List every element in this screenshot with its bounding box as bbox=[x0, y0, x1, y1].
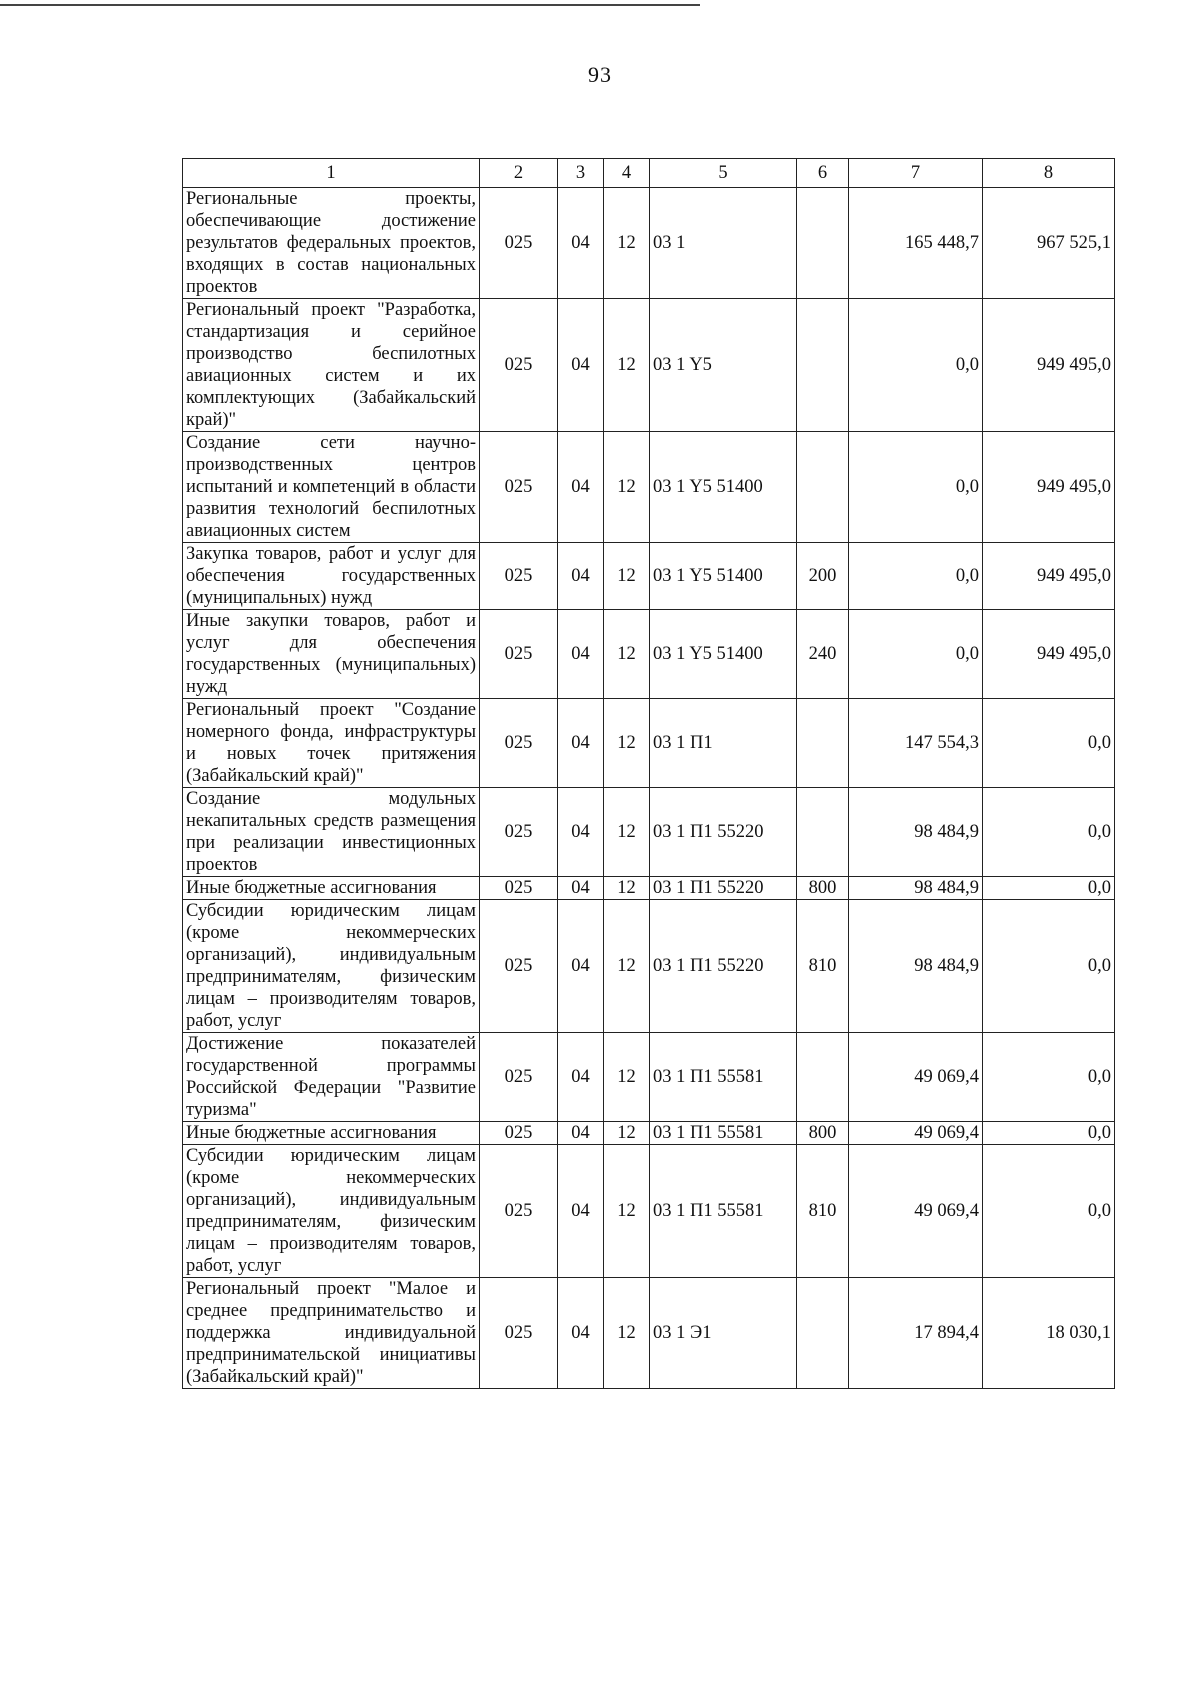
table-row bbox=[183, 188, 1115, 299]
subsection-cell: 12 bbox=[604, 1145, 650, 1278]
table-row bbox=[183, 610, 1115, 699]
target-article-cell: 03 1 Y5 51400 bbox=[650, 543, 797, 610]
column-header: 8 bbox=[983, 159, 1115, 188]
admin-code-cell: 025 bbox=[480, 299, 558, 432]
row-name-cell: Региональный проект "Создание номерного фонда, инфраструктуры и новых точек притяжения (Забайкальский край)" bbox=[183, 699, 480, 788]
budget-table bbox=[182, 158, 1115, 1389]
amount-col7-cell: 147 554,3 bbox=[849, 699, 983, 788]
amount-col8-cell: 0,0 bbox=[983, 788, 1115, 877]
section-cell: 04 bbox=[558, 1278, 604, 1389]
scan-top-rule bbox=[0, 4, 700, 6]
target-article-cell: 03 1 bbox=[650, 188, 797, 299]
page-number: 93 bbox=[588, 62, 612, 87]
target-article-cell: 03 1 Y5 51400 bbox=[650, 432, 797, 543]
row-name-cell: Региональный проект "Разработка, стандартизация и серийное производство беспилотных авиационных систем и их комплектующих (Забайкальский край)" bbox=[183, 299, 480, 432]
target-article-cell: 03 1 П1 55581 bbox=[650, 1145, 797, 1278]
subsection-cell: 12 bbox=[604, 610, 650, 699]
target-article-cell: 03 1 П1 55220 bbox=[650, 877, 797, 900]
amount-col8-cell: 949 495,0 bbox=[983, 432, 1115, 543]
column-header: 2 bbox=[480, 159, 558, 188]
row-name-cell: Иные бюджетные ассигнования bbox=[183, 1122, 480, 1145]
amount-col8-cell: 0,0 bbox=[983, 699, 1115, 788]
section-cell: 04 bbox=[558, 299, 604, 432]
table-row bbox=[183, 432, 1115, 543]
amount-col8-cell: 967 525,1 bbox=[983, 188, 1115, 299]
subsection-cell: 12 bbox=[604, 1122, 650, 1145]
amount-col8-cell: 949 495,0 bbox=[983, 543, 1115, 610]
admin-code-cell: 025 bbox=[480, 610, 558, 699]
row-name-cell: Субсидии юридическим лицам (кроме некоммерческих организаций), индивидуальным предпринимателям, физическим лицам – производителям товаров, работ, услуг bbox=[183, 1145, 480, 1278]
expense-type-cell bbox=[797, 1033, 849, 1122]
target-article-cell: 03 1 Э1 bbox=[650, 1278, 797, 1389]
row-name-cell: Создание модульных некапитальных средств размещения при реализации инвестиционных проектов bbox=[183, 788, 480, 877]
amount-col7-cell: 0,0 bbox=[849, 610, 983, 699]
row-name-cell: Иные бюджетные ассигнования bbox=[183, 877, 480, 900]
subsection-cell: 12 bbox=[604, 1278, 650, 1389]
admin-code-cell: 025 bbox=[480, 1278, 558, 1389]
admin-code-cell: 025 bbox=[480, 1145, 558, 1278]
amount-col7-cell: 49 069,4 bbox=[849, 1033, 983, 1122]
section-cell: 04 bbox=[558, 1122, 604, 1145]
column-header: 6 bbox=[797, 159, 849, 188]
subsection-cell: 12 bbox=[604, 299, 650, 432]
column-header: 3 bbox=[558, 159, 604, 188]
table-row bbox=[183, 543, 1115, 610]
admin-code-cell: 025 bbox=[480, 699, 558, 788]
admin-code-cell: 025 bbox=[480, 1122, 558, 1145]
expense-type-cell bbox=[797, 788, 849, 877]
table-row bbox=[183, 299, 1115, 432]
subsection-cell: 12 bbox=[604, 432, 650, 543]
amount-col8-cell: 0,0 bbox=[983, 877, 1115, 900]
section-cell: 04 bbox=[558, 900, 604, 1033]
expense-type-cell bbox=[797, 299, 849, 432]
subsection-cell: 12 bbox=[604, 543, 650, 610]
column-header: 4 bbox=[604, 159, 650, 188]
target-article-cell: 03 1 П1 55220 bbox=[650, 900, 797, 1033]
table-row bbox=[183, 1122, 1115, 1145]
amount-col7-cell: 17 894,4 bbox=[849, 1278, 983, 1389]
section-cell: 04 bbox=[558, 610, 604, 699]
table-row bbox=[183, 1278, 1115, 1389]
table-row bbox=[183, 1033, 1115, 1122]
section-cell: 04 bbox=[558, 1145, 604, 1278]
amount-col8-cell: 18 030,1 bbox=[983, 1278, 1115, 1389]
row-name-cell: Субсидии юридическим лицам (кроме некоммерческих организаций), индивидуальным предпринимателям, физическим лицам – производителям товаров, работ, услуг bbox=[183, 900, 480, 1033]
subsection-cell: 12 bbox=[604, 1033, 650, 1122]
row-name-cell: Региональный проект "Малое и среднее предпринимательство и поддержка индивидуальной предпринимательской инициативы (Забайкальский край)" bbox=[183, 1278, 480, 1389]
table-row bbox=[183, 1145, 1115, 1278]
amount-col8-cell: 0,0 bbox=[983, 1122, 1115, 1145]
table-row bbox=[183, 877, 1115, 900]
amount-col7-cell: 0,0 bbox=[849, 299, 983, 432]
admin-code-cell: 025 bbox=[480, 877, 558, 900]
section-cell: 04 bbox=[558, 699, 604, 788]
column-header: 5 bbox=[650, 159, 797, 188]
amount-col8-cell: 949 495,0 bbox=[983, 299, 1115, 432]
amount-col7-cell: 0,0 bbox=[849, 543, 983, 610]
expense-type-cell: 800 bbox=[797, 877, 849, 900]
amount-col8-cell: 0,0 bbox=[983, 1145, 1115, 1278]
table-row bbox=[183, 699, 1115, 788]
row-name-cell: Закупка товаров, работ и услуг для обеспечения государственных (муниципальных) нужд bbox=[183, 543, 480, 610]
amount-col7-cell: 98 484,9 bbox=[849, 900, 983, 1033]
expense-type-cell: 240 bbox=[797, 610, 849, 699]
amount-col7-cell: 165 448,7 bbox=[849, 188, 983, 299]
admin-code-cell: 025 bbox=[480, 788, 558, 877]
table-header-row bbox=[183, 159, 1115, 188]
admin-code-cell: 025 bbox=[480, 1033, 558, 1122]
subsection-cell: 12 bbox=[604, 788, 650, 877]
expense-type-cell bbox=[797, 699, 849, 788]
amount-col7-cell: 49 069,4 bbox=[849, 1145, 983, 1278]
subsection-cell: 12 bbox=[604, 877, 650, 900]
target-article-cell: 03 1 П1 55220 bbox=[650, 788, 797, 877]
target-article-cell: 03 1 П1 55581 bbox=[650, 1033, 797, 1122]
amount-col7-cell: 98 484,9 bbox=[849, 788, 983, 877]
target-article-cell: 03 1 Y5 51400 bbox=[650, 610, 797, 699]
section-cell: 04 bbox=[558, 1033, 604, 1122]
row-name-cell: Создание сети научно-производственных центров испытаний и компетенций в области развития технологий беспилотных авиационных систем bbox=[183, 432, 480, 543]
expense-type-cell: 800 bbox=[797, 1122, 849, 1145]
subsection-cell: 12 bbox=[604, 188, 650, 299]
amount-col7-cell: 98 484,9 bbox=[849, 877, 983, 900]
section-cell: 04 bbox=[558, 432, 604, 543]
amount-col8-cell: 0,0 bbox=[983, 900, 1115, 1033]
target-article-cell: 03 1 П1 bbox=[650, 699, 797, 788]
expense-type-cell: 200 bbox=[797, 543, 849, 610]
expense-type-cell bbox=[797, 432, 849, 543]
expense-type-cell bbox=[797, 188, 849, 299]
column-header: 1 bbox=[183, 159, 480, 188]
row-name-cell: Иные закупки товаров, работ и услуг для обеспечения государственных (муниципальных) нужд bbox=[183, 610, 480, 699]
row-name-cell: Региональные проекты, обеспечивающие достижение результатов федеральных проектов, входящих в состав национальных проектов bbox=[183, 188, 480, 299]
amount-col7-cell: 49 069,4 bbox=[849, 1122, 983, 1145]
section-cell: 04 bbox=[558, 543, 604, 610]
expense-type-cell: 810 bbox=[797, 1145, 849, 1278]
admin-code-cell: 025 bbox=[480, 900, 558, 1033]
amount-col7-cell: 0,0 bbox=[849, 432, 983, 543]
subsection-cell: 12 bbox=[604, 900, 650, 1033]
amount-col8-cell: 0,0 bbox=[983, 1033, 1115, 1122]
admin-code-cell: 025 bbox=[480, 188, 558, 299]
admin-code-cell: 025 bbox=[480, 432, 558, 543]
section-cell: 04 bbox=[558, 788, 604, 877]
amount-col8-cell: 949 495,0 bbox=[983, 610, 1115, 699]
table-row bbox=[183, 788, 1115, 877]
target-article-cell: 03 1 Y5 bbox=[650, 299, 797, 432]
admin-code-cell: 025 bbox=[480, 543, 558, 610]
subsection-cell: 12 bbox=[604, 699, 650, 788]
row-name-cell: Достижение показателей государственной программы Российской Федерации "Развитие туризма" bbox=[183, 1033, 480, 1122]
target-article-cell: 03 1 П1 55581 bbox=[650, 1122, 797, 1145]
column-header: 7 bbox=[849, 159, 983, 188]
expense-type-cell bbox=[797, 1278, 849, 1389]
expense-type-cell: 810 bbox=[797, 900, 849, 1033]
section-cell: 04 bbox=[558, 877, 604, 900]
section-cell: 04 bbox=[558, 188, 604, 299]
table-row bbox=[183, 900, 1115, 1033]
